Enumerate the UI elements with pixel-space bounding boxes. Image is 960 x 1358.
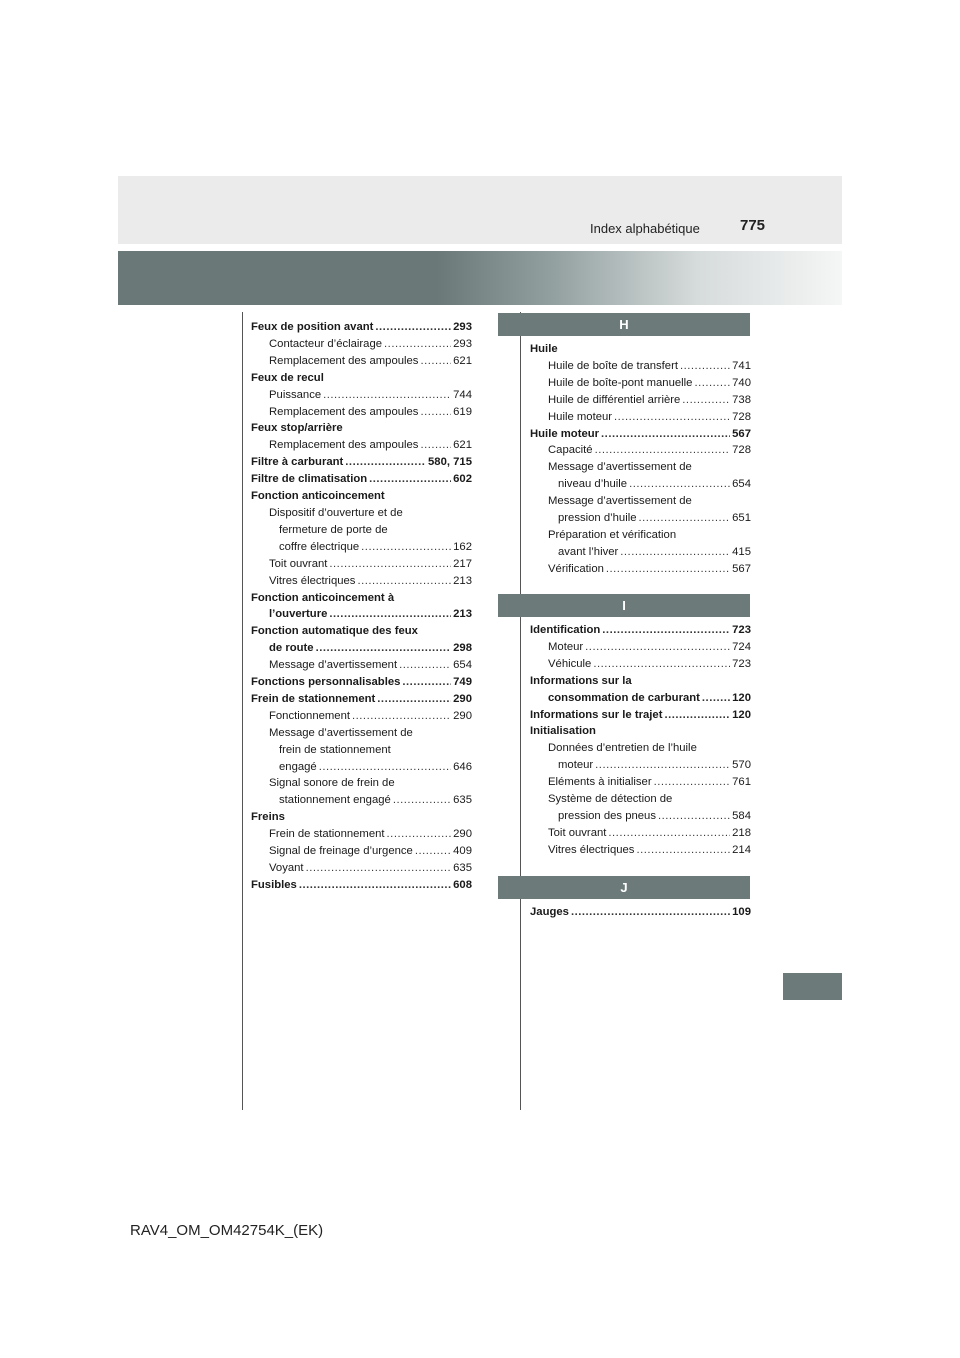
index-heading: Message d’avertissement de xyxy=(269,726,413,739)
dot-leader xyxy=(329,556,451,573)
page-number: 775 xyxy=(740,217,766,234)
page-reference: 584 xyxy=(732,809,751,822)
index-heading: Freins xyxy=(251,811,285,824)
dot-leader xyxy=(620,544,730,561)
index-entry xyxy=(251,657,472,674)
dot-leader xyxy=(680,358,730,375)
index-term: Huile de boîte-pont manuelle xyxy=(548,376,693,389)
index-heading: Fonction anticoincement xyxy=(251,490,385,503)
page-reference: 567 xyxy=(732,427,751,440)
index-heading: Données d’entretien de l’huile xyxy=(548,742,697,755)
dot-leader xyxy=(585,639,730,656)
page-reference: 728 xyxy=(732,444,751,457)
index-heading: frein de stationnement xyxy=(279,743,391,756)
index-entry xyxy=(530,757,751,774)
index-entry xyxy=(530,476,751,493)
index-term: Filtre de climatisation xyxy=(251,473,368,486)
index-term: Signal de freinage d’urgence xyxy=(269,845,413,858)
dot-leader xyxy=(420,437,451,454)
page-reference: 567 xyxy=(732,562,751,575)
index-entry xyxy=(251,471,472,488)
dot-leader xyxy=(702,690,730,707)
page-reference: 213 xyxy=(453,574,472,587)
dot-leader xyxy=(402,674,451,691)
page-reference: 728 xyxy=(732,410,751,423)
dot-leader xyxy=(614,409,730,426)
index-term: Frein de stationnement xyxy=(251,692,376,705)
index-entry xyxy=(530,639,751,656)
page-reference: 218 xyxy=(732,826,751,839)
index-term: Feux de position avant xyxy=(251,321,374,333)
dot-leader xyxy=(654,774,731,791)
index-heading: Message d’avertissement de xyxy=(548,495,692,508)
index-entry xyxy=(251,843,472,860)
index-term: Moteur xyxy=(548,640,584,653)
index-heading: Système de détection de xyxy=(548,793,673,806)
index-term: Huile de différentiel arrière xyxy=(548,393,681,406)
index-term: Huile de boîte de transfert xyxy=(548,359,678,372)
index-term: Fusibles xyxy=(251,878,297,891)
index-entry xyxy=(530,544,751,561)
dot-leader xyxy=(387,826,452,843)
index-term: Fonctions personnalisables xyxy=(251,676,401,689)
index-term: Fonctionnement xyxy=(269,709,351,722)
page-reference: 723 xyxy=(732,624,751,636)
dot-leader xyxy=(593,656,730,673)
index-heading: Message d’avertissement de xyxy=(548,461,692,474)
index-entry xyxy=(530,904,751,921)
page-reference: 290 xyxy=(453,692,472,705)
dot-leader xyxy=(323,387,451,404)
header-bar xyxy=(118,176,842,244)
page-reference: 654 xyxy=(732,478,751,491)
index-term: Vérification xyxy=(548,562,604,575)
page-reference: 290 xyxy=(453,828,472,841)
index-entry xyxy=(530,510,751,527)
page-reference: 608 xyxy=(453,878,472,891)
dot-leader xyxy=(393,792,451,809)
index-term: pression des pneus xyxy=(558,809,656,822)
index-term: Voyant xyxy=(269,862,304,874)
index-entry xyxy=(251,759,472,776)
index-term: avant l’hiver xyxy=(558,545,619,558)
dot-leader xyxy=(361,539,451,556)
dot-leader xyxy=(375,319,451,336)
index-entry xyxy=(251,437,472,454)
page-reference: 744 xyxy=(453,388,472,401)
index-heading: Fonction automatique des feux xyxy=(251,625,418,638)
index-term: niveau d’huile xyxy=(558,478,628,491)
dot-leader xyxy=(319,759,451,776)
index-entry xyxy=(530,358,751,375)
document-code: RAV4_OM_OM42754K_(EK) xyxy=(130,1222,324,1239)
index-term: Vitres électriques xyxy=(548,843,635,856)
section-header-j: J xyxy=(498,876,750,899)
index-entry xyxy=(530,825,751,842)
page-reference: 724 xyxy=(732,640,751,653)
dot-leader xyxy=(608,825,730,842)
index-entry xyxy=(530,409,751,426)
dot-leader xyxy=(420,353,451,370)
dot-leader xyxy=(352,708,451,725)
index-term: Huile moteur xyxy=(548,410,613,423)
index-entry xyxy=(530,707,751,724)
page-reference: 213 xyxy=(453,608,472,621)
index-entry xyxy=(530,690,751,707)
index-heading: Informations sur la xyxy=(530,674,632,687)
page-reference: 214 xyxy=(732,843,751,856)
page-reference: 415 xyxy=(732,545,751,558)
dot-leader xyxy=(306,860,452,877)
index-heading: Dispositif d’ouverture et de xyxy=(269,506,403,519)
index-heading: Huile xyxy=(530,343,558,355)
index-entry xyxy=(530,392,751,409)
index-entry xyxy=(530,375,751,392)
dot-leader xyxy=(299,877,451,894)
index-section-j xyxy=(530,904,751,921)
index-heading: Feux stop/arrière xyxy=(251,422,343,435)
index-entry xyxy=(251,539,472,556)
left-column-rule xyxy=(242,312,243,1110)
dot-leader xyxy=(369,471,451,488)
page-reference: 741 xyxy=(732,359,751,372)
index-entry xyxy=(251,573,472,590)
index-entry xyxy=(251,691,472,708)
index-term: Toit ouvrant xyxy=(548,826,607,839)
page-reference: 738 xyxy=(732,393,751,406)
dot-leader xyxy=(329,606,451,623)
section-header-i: I xyxy=(498,594,750,617)
index-entry xyxy=(251,353,472,370)
index-term: Capacité xyxy=(548,444,593,457)
index-entry xyxy=(251,454,472,471)
index-entry xyxy=(530,442,751,459)
index-term: pression d’huile xyxy=(558,512,637,525)
index-entry xyxy=(251,640,472,657)
index-term: Message d’avertissement xyxy=(269,659,398,672)
chapter-tab xyxy=(783,973,842,1000)
index-entry xyxy=(251,606,472,623)
dot-leader xyxy=(357,573,451,590)
page-reference: 570 xyxy=(732,759,751,772)
page-reference: 635 xyxy=(453,862,472,874)
page-reference: 580, 715 xyxy=(428,456,472,469)
index-term: Remplacement des ampoules xyxy=(269,405,419,418)
page-reference: 749 xyxy=(453,676,472,689)
index-entry xyxy=(251,860,472,877)
page-reference: 621 xyxy=(453,439,472,452)
page-reference: 635 xyxy=(453,794,472,807)
index-entry xyxy=(530,561,751,578)
page-reference: 120 xyxy=(732,691,751,704)
index-entry xyxy=(530,656,751,673)
index-term: Filtre à carburant xyxy=(251,456,344,469)
dot-leader xyxy=(664,707,730,724)
index-entry xyxy=(530,622,751,639)
page-reference: 293 xyxy=(453,337,472,350)
index-term: Huile moteur xyxy=(530,427,600,440)
dot-leader xyxy=(629,476,730,493)
dot-leader xyxy=(636,842,730,859)
index-term: Eléments à initialiser xyxy=(548,776,652,789)
section-header-h: H xyxy=(498,313,750,336)
index-term: Véhicule xyxy=(548,657,592,670)
page-reference: 740 xyxy=(732,376,751,389)
dot-leader xyxy=(601,426,730,443)
header-title: Index alphabétique xyxy=(590,221,700,236)
page-reference: 109 xyxy=(732,906,751,918)
index-entry xyxy=(530,842,751,859)
page-reference: 654 xyxy=(453,659,472,672)
index-entry xyxy=(251,336,472,353)
index-term: Remplacement des ampoules xyxy=(269,439,419,452)
dot-leader xyxy=(595,442,731,459)
page-reference: 293 xyxy=(453,321,472,333)
index-entry xyxy=(530,426,751,443)
index-entry xyxy=(251,319,472,336)
index-entry xyxy=(251,708,472,725)
page-reference: 646 xyxy=(453,760,472,773)
index-entry xyxy=(251,556,472,573)
index-entry xyxy=(251,826,472,843)
page-reference: 298 xyxy=(453,642,472,655)
dot-leader xyxy=(682,392,730,409)
index-term: Informations sur le trajet xyxy=(530,708,663,721)
dot-leader xyxy=(316,640,452,657)
index-term: moteur xyxy=(558,759,594,772)
page-reference: 120 xyxy=(732,708,751,721)
index-heading: Initialisation xyxy=(530,725,596,738)
index-term: l’ouverture xyxy=(269,608,328,621)
index-term: Contacteur d’éclairage xyxy=(269,337,383,350)
index-term: de route xyxy=(269,642,314,655)
dot-leader xyxy=(602,622,730,639)
index-column-left xyxy=(251,319,472,894)
dot-leader xyxy=(606,561,730,578)
index-term: Identification xyxy=(530,624,601,636)
index-entry xyxy=(530,774,751,791)
index-term: Puissance xyxy=(269,388,322,401)
index-term: stationnement engagé xyxy=(279,794,391,807)
page-reference: 723 xyxy=(732,657,751,670)
dot-leader xyxy=(399,657,451,674)
index-section-h xyxy=(530,341,751,578)
page-reference: 162 xyxy=(453,540,472,553)
index-term: coffre électrique xyxy=(279,540,360,553)
dot-leader xyxy=(415,843,451,860)
dot-leader xyxy=(571,904,730,921)
header-band xyxy=(118,251,842,305)
index-entry xyxy=(251,792,472,809)
dot-leader xyxy=(595,757,730,774)
page-reference: 217 xyxy=(453,557,472,570)
index-entry xyxy=(530,808,751,825)
index-term: Vitres électriques xyxy=(269,574,356,587)
page-reference: 651 xyxy=(732,512,751,525)
dot-leader xyxy=(694,375,730,392)
index-entry xyxy=(251,674,472,691)
dot-leader xyxy=(345,454,426,471)
index-section-i xyxy=(530,622,751,859)
index-entry xyxy=(251,877,472,894)
index-term: Remplacement des ampoules xyxy=(269,354,419,367)
index-term: Jauges xyxy=(530,906,569,918)
dot-leader xyxy=(377,691,451,708)
index-heading: Fonction anticoincement à xyxy=(251,591,395,604)
index-term: engagé xyxy=(279,760,317,773)
index-term: Frein de stationnement xyxy=(269,828,385,841)
index-heading: Signal sonore de frein de xyxy=(269,777,395,790)
dot-leader xyxy=(420,404,451,421)
dot-leader xyxy=(384,336,451,353)
page-reference: 621 xyxy=(453,354,472,367)
index-entry xyxy=(251,387,472,404)
page-reference: 602 xyxy=(453,473,472,486)
index-term: Toit ouvrant xyxy=(269,557,328,570)
page-reference: 290 xyxy=(453,709,472,722)
index-heading: Feux de recul xyxy=(251,371,324,384)
center-column-rule xyxy=(520,312,521,1110)
index-term: consommation de carburant xyxy=(548,691,700,704)
dot-leader xyxy=(658,808,730,825)
index-heading: Préparation et vérification xyxy=(548,528,677,541)
index-heading: fermeture de porte de xyxy=(279,523,388,536)
page-reference: 409 xyxy=(453,845,472,858)
page-reference: 761 xyxy=(732,776,751,789)
index-entry xyxy=(251,404,472,421)
dot-leader xyxy=(639,510,731,527)
page-reference: 619 xyxy=(453,405,472,418)
